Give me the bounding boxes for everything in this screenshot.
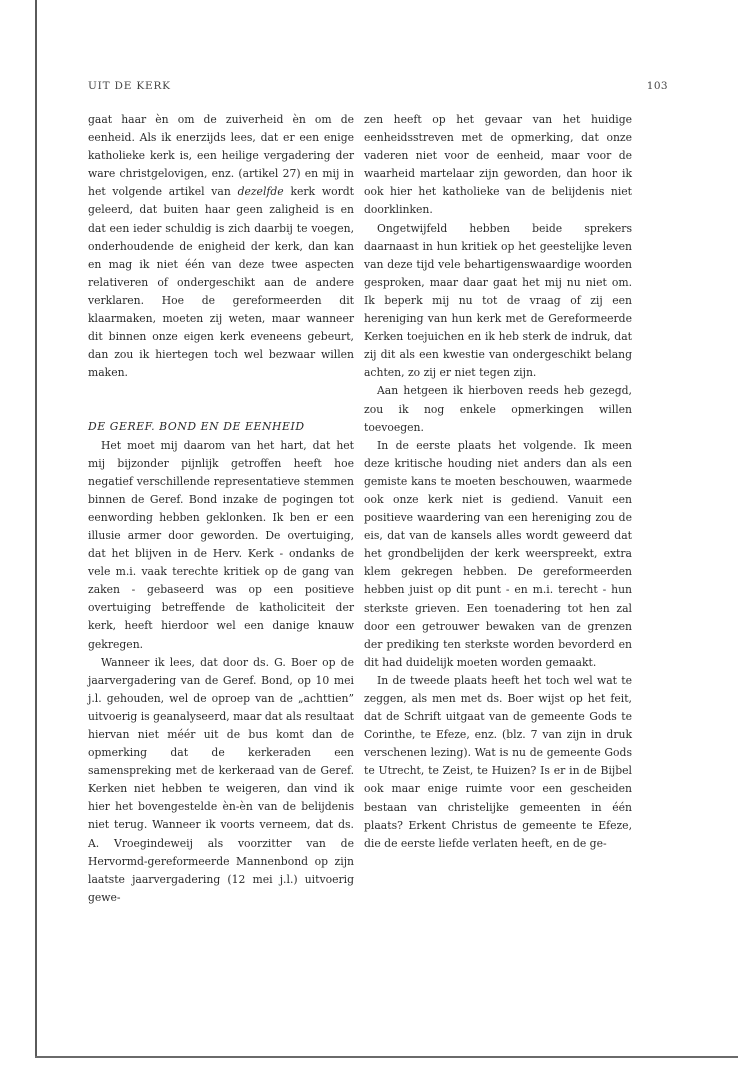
left-paragraph-1-tail: kerk wordt geleerd, dat buiten haar geen zaligheid is en dat een ieder schuldig is zich daarbij te voegen, onderhoudende de enigheid der kerk, dan kan en mag ik niet één van deze twee aspecten relativeren of ondergeschikt aan de andere verklaren. Hoe de gereformeerden dit klaarmaken, moeten zij weten, maar wanneer dit binnen onze eigen kerk eveneens gebeurt, dan zou ik hiertegen toch wel bezwaar willen maken. (88, 185, 354, 380)
right-column (364, 111, 632, 853)
scan-edge-bottom (35, 1056, 738, 1058)
left-column (88, 111, 354, 907)
right-paragraph-4: In de eerste plaats het volgende. Ik meen deze kritische houding niet anders dan als een gemiste kans te moeten beschouwen, waarmede ook onze kerk niet is gediend. Vanuit een positieve waardering van een hereniging zou de eis, dat van de kansels alles wordt geweerd dat het grondbelijden der kerk weerspreekt, extra klem gekregen hebben. De gereformeerden hebben juist op dit punt - en m.i. terecht - hun sterkste grieven. Een toenadering tot hen zal door een getrouwer bewaken van de grenzen der prediking ten sterkste worden bevorderd en dit had duidelijk moeten worden gemaakt. (364, 438, 632, 669)
right-paragraph-2: Ongetwijfeld hebben beide sprekers daarnaast in hun kritiek op het geestelijke leven van deze tijd vele behartigenswaardige woorden gesproken, maar daar gaat het mij nu niet om. Ik beperk mij nu tot de vraag of zij een hereniging van hun kerk met de Gereformeerde Kerken toejuichen en ik heb sterk de indruk, dat zij dit als een kwestie van ondergeschikt belang achten, zo zij er niet tegen zijn. (364, 221, 632, 380)
left-paragraph-1-text: gaat haar èn om de zuiverheid èn om de eenheid. Als ik enerzijds lees, dat er een enige katholieke kerk is, een heilige vergadering der ware christgelovigen, enz. (artikel 27) en mij in het volgende artikel van (88, 113, 354, 199)
page-number: 103 (646, 80, 668, 92)
right-paragraph-3: Aan hetgeen ik hierboven reeds heb gezegd, zou ik nog enkele opmerkingen willen toevoegen. (364, 384, 632, 434)
italic-term: dezelfde (237, 185, 284, 199)
left-paragraph-1 (88, 111, 354, 382)
right-paragraph-1: zen heeft op het gevaar van het huidige eenheidsstreven met de opmerking, dat onze vaderen niet voor de eenheid, maar voor de waarheid martelaar zijn geworden, dan hoor ik ook hier het katholieke van de belijdenis niet doorklinken. (364, 113, 632, 217)
page-header (88, 80, 668, 96)
section-heading: DE GEREF. BOND EN DE EENHEID (88, 420, 305, 434)
scan-edge-left (35, 0, 37, 1058)
running-title: UIT DE KERK (88, 80, 171, 92)
right-paragraph-5: In de tweede plaats heeft het toch wel wat te zeggen, als men met ds. Boer wijst op het feit, dat de Schrift uitgaat van de gemeente Gods te Corinthe, te Efeze, enz. (blz. 7 van zijn in druk verschenen lezing). Wat is nu de gemeente Gods te Utrecht, te Zeist, te Huizen? Is er in de Bijbel ook maar enige ruimte voor een gescheiden bestaan van christelijke gemeenten in één plaats? Erkent Christus de gemeente te Efeze, die de eerste liefde verlaten heeft, en de ge- (364, 673, 632, 850)
left-paragraph-2: Het moet mij daarom van het hart, dat het mij bijzonder pijnlijk getroffen heeft hoe negatief verschillende representatieve stemmen binnen de Geref. Bond inzake de pogingen tot eenwording hebben geklonken. Ik ben er een illusie armer door geworden. De overtuiging, dat het blijven in de Herv. Kerk - ondanks de vele m.i. vaak terechte kritiek op de gang van zaken - gebaseerd was op een positieve overtuiging betreffende de katholiciteit der kerk, heeft hierdoor wel een danige knauw gekregen. (88, 438, 354, 651)
left-paragraph-3: Wanneer ik lees, dat door ds. G. Boer op de jaarvergadering van de Geref. Bond, op 10 mei j.l. gehouden, wel de oproep van de „achttien” uitvoerig is geanalyseerd, maar dat als resultaat hiervan niet méér uit de bus komt dan de opmerking dat de kerkeraden een samenspreking met de kerkeraad van de Geref. Kerken niet hebben te weigeren, dan vind ik hier het bovengestelde èn-èn van de belijdenis niet terug. Wanneer ik voorts verneem, dat ds. A. Vroegindeweij als voorzitter van de Hervormd-gereformeerde Mannenbond op zijn laatste jaarvergadering (12 mei j.l.) uitvoerig gewe- (88, 655, 354, 904)
